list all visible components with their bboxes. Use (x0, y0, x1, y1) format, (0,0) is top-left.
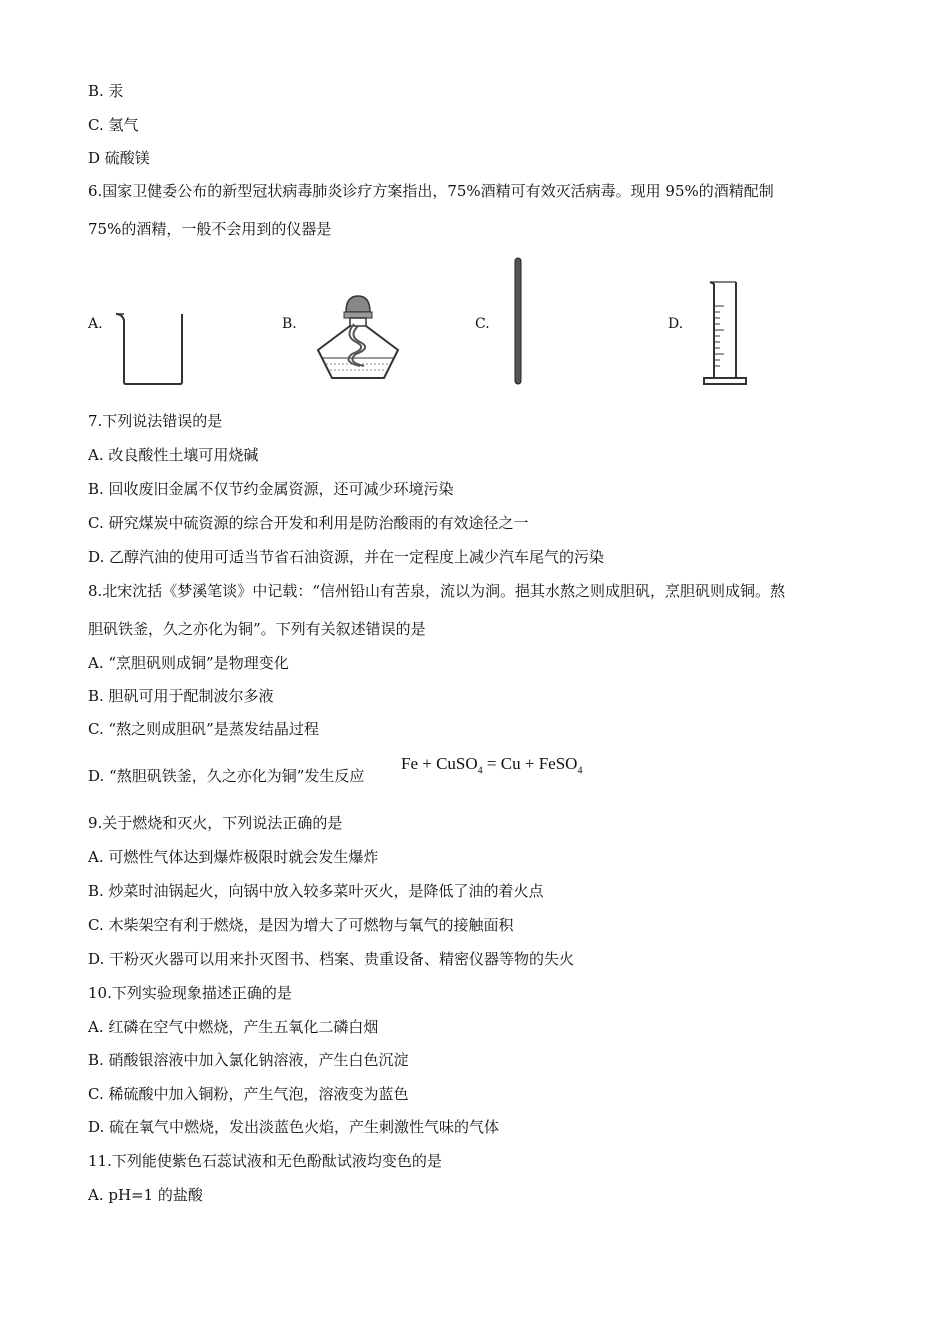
q5-option-c: C. 氢气 (88, 116, 139, 134)
q8-stem-line1: 8.北宋沈括《梦溪笔谈》中记载：“信州铅山有苦泉，流以为涧。挹其水熬之则成胆矾，烹胆矾则成铜。熬 (88, 582, 785, 600)
q6-option-c-label: C. (475, 316, 490, 332)
eq-sub-2: 4 (577, 765, 583, 777)
q10-option-c: C. 稀硫酸中加入铜粉，产生气泡，溶液变为蓝色 (88, 1085, 409, 1103)
q6-stem-line2: 75%的酒精，一般不会用到的仪器是 (88, 220, 332, 238)
beaker-icon (112, 308, 188, 388)
q8-option-a: A. “烹胆矾则成铜”是物理变化 (88, 654, 289, 672)
q7-stem: 7.下列说法错误的是 (88, 412, 223, 430)
glass-rod-icon (511, 256, 525, 386)
graduated-cylinder-icon (700, 278, 750, 390)
q7-option-c: C. 研究煤炭中硫资源的综合开发和利用是防治酸雨的有效途径之一 (88, 514, 529, 532)
eq-sub-1: 4 (477, 765, 483, 777)
q6-stem-line1: 6.国家卫健委公布的新型冠状病毒肺炎诊疗方案指出，75%酒精可有效灭活病毒。现用 95%的酒精配制 (88, 182, 774, 200)
q7-option-a: A. 改良酸性土壤可用烧碱 (88, 446, 259, 464)
chemical-equation (401, 754, 582, 776)
eq-cu: Cu (500, 754, 521, 773)
q5-option-d: D 硫酸镁 (88, 149, 150, 167)
q9-option-b: B. 炒菜时油锅起火，向锅中放入较多菜叶灭火，是降低了油的着火点 (88, 882, 544, 900)
eq-fe: Fe (401, 754, 418, 773)
q9-stem: 9.关于燃烧和灭火，下列说法正确的是 (88, 814, 343, 832)
q7-option-b: B. 回收废旧金属不仅节约金属资源，还可减少环境污染 (88, 480, 454, 498)
q6-option-a-label: A. (88, 316, 103, 332)
q8-option-b: B. 胆矾可用于配制波尔多液 (88, 687, 274, 705)
eq-equals: = (482, 754, 501, 773)
q8-stem-line2: 胆矾铁釜，久之亦化为铜”。下列有关叙述错误的是 (88, 620, 426, 638)
q6-option-d-label: D. (668, 316, 684, 332)
eq-plus-1: + (418, 754, 437, 773)
q6-option-b-label: B. (282, 316, 297, 332)
q8-option-c: C. “熬之则成胆矾”是蒸发结晶过程 (88, 720, 319, 738)
q5-option-b: B. 汞 (88, 82, 124, 100)
q11-stem: 11.下列能使紫色石蕊试液和无色酚酞试液均变色的是 (88, 1152, 442, 1170)
q10-option-d: D. 硫在氧气中燃烧，发出淡蓝色火焰，产生刺激性气味的气体 (88, 1118, 500, 1136)
q8-option-d: D. “熬胆矾铁釜，久之亦化为铜”发生反应 (88, 767, 365, 785)
q9-option-d: D. 干粉灭火器可以用来扑灭图书、档案、贵重设备、精密仪器等物的失火 (88, 950, 575, 968)
q10-option-a: A. 红磷在空气中燃烧，产生五氧化二磷白烟 (88, 1018, 379, 1036)
eq-cuso: CuSO (436, 754, 478, 773)
q11-option-a: A. pH=1 的盐酸 (88, 1186, 203, 1204)
alcohol-lamp-icon (308, 292, 408, 384)
q10-stem: 10.下列实验现象描述正确的是 (88, 984, 292, 1002)
q7-option-d: D. 乙醇汽油的使用可适当节省石油资源，并在一定程度上减少汽车尾气的污染 (88, 548, 605, 566)
eq-feso: FeSO (538, 754, 578, 773)
q9-option-c: C. 木柴架空有利于燃烧，是因为增大了可燃物与氧气的接触面积 (88, 916, 514, 934)
eq-plus-2: + (520, 754, 539, 773)
q9-option-a: A. 可燃性气体达到爆炸极限时就会发生爆炸 (88, 848, 379, 866)
q10-option-b: B. 硝酸银溶液中加入氯化钠溶液，产生白色沉淀 (88, 1051, 409, 1069)
